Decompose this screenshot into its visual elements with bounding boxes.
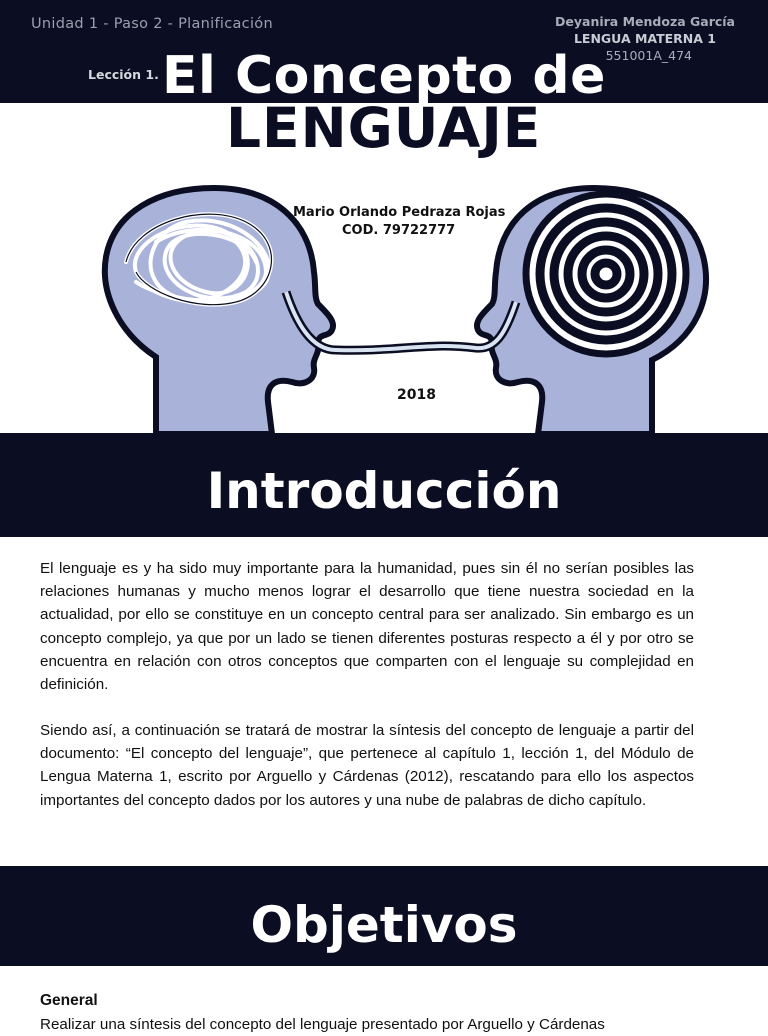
introduction-heading: Introducción: [206, 462, 562, 520]
course-code: 551001A_474: [605, 48, 692, 63]
objectives-heading: Objetivos: [250, 896, 518, 954]
lesson-label: Lección 1.: [88, 67, 159, 82]
page-title: El Concepto de: [162, 46, 606, 106]
general-objective-text: Realizar una síntesis del concepto del lenguaje presentado por Arguello y Cárdenas: [40, 1016, 605, 1033]
student-name: Mario Orlando Pedraza Rojas: [293, 205, 506, 220]
general-objective-label: General: [40, 992, 98, 1009]
spiral-brain: [526, 194, 686, 354]
introduction-paragraph: El lenguaje es y ha sido muy importante para la humanidad, pues sin él no serían posibles las relaciones humanas y mucho menos lograr el desarrollo que tiene nuestra sociedad en la actualidad, por ello se constituye en un concepto central para ser analizado. Sin embargo es un concepto complejo, ya que por un lado se tienen diferentes posturas respecto a él y por otro se encuentra en relación con otros conceptos que comparten con el lenguaje su complejidad en definición.: [40, 560, 694, 694]
student-code: COD. 79722777: [342, 223, 456, 238]
left-head-silhouette: [105, 188, 333, 434]
author-name: Deyanira Mendoza García: [555, 14, 735, 29]
cover-year: 2018: [397, 387, 436, 403]
unit-label: Unidad 1 - Paso 2 - Planificación: [31, 16, 273, 32]
page-title-subject: LENGUAJE: [226, 96, 542, 160]
introduction-paragraph: Siendo así, a continuación se tratará de mostrar la síntesis del concepto de lenguaje a partir del documento: “El concepto del lenguaje”, que pertenece al capítulo 1, lección 1, del Módulo de Lengua Materna 1, escrito por Arguello y Cárdenas (2012), rescatando para ello los aspectos importantes del concepto dados por los autores y una nube de palabras de dicho capítulo.: [40, 722, 694, 809]
course-name: LENGUA MATERNA 1: [573, 31, 716, 46]
